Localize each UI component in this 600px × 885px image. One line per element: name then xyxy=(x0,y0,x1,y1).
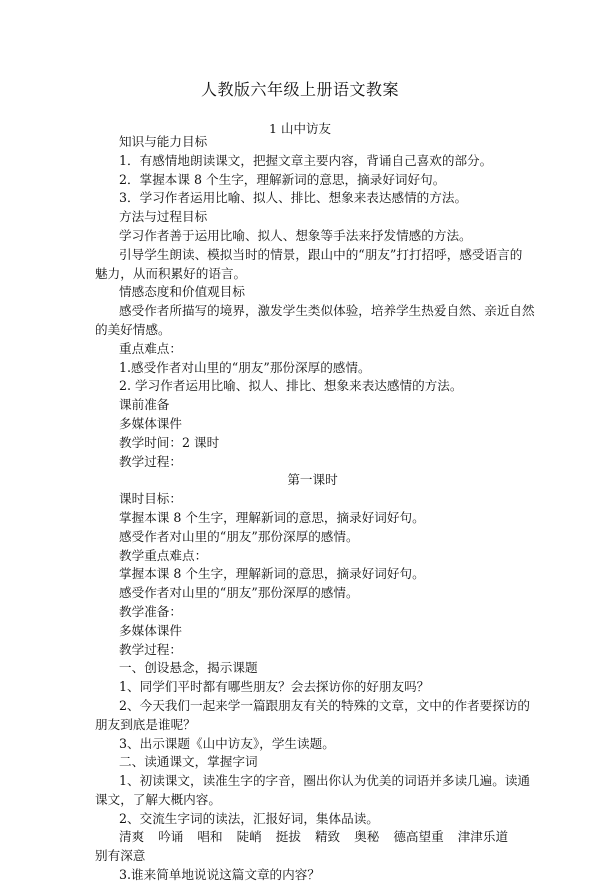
text-line-4: 方法与过程目标 xyxy=(119,209,208,225)
text-line-12: 1.感受作者对山里的“朋友”那份深厚的感情。 xyxy=(119,359,371,375)
text-line-31: 朋友到底是谁呢？ xyxy=(95,716,196,732)
text-line-10: 的美好情感。 xyxy=(95,321,171,337)
text-line-29: 1、同学们平时都有哪些朋友？会去探访你的好朋友吗？ xyxy=(119,679,430,695)
text-line-28: 一、创设悬念，揭示课题 xyxy=(119,660,258,676)
text-line-34: 1、初读课文，读准生字的字音，圈出你认为优美的词语并多读几遍。读通 xyxy=(119,773,531,789)
text-line-11: 重点难点： xyxy=(119,340,182,356)
vocabulary-word: 陡峭 xyxy=(236,829,262,845)
text-line-16: 教学时间：2 课时 xyxy=(119,434,220,450)
text-line-1: 1．有感情地朗读课文，把握文章主要内容，背诵自己喜欢的部分。 xyxy=(119,152,493,168)
text-line-26: 多媒体课件 xyxy=(119,622,182,638)
text-line-24: 感受作者对山里的“朋友”那份深厚的感情。 xyxy=(119,585,359,601)
text-line-19: 课时目标： xyxy=(119,491,182,507)
vocabulary-word: 德高望重 xyxy=(393,829,444,845)
text-line-30: 2、今天我们一起来学一篇跟朋友有关的特殊的文章，文中的作者要探访的 xyxy=(119,697,531,713)
text-line-9: 感受作者所描写的境界，激发学生类似体验，培养学生热爱自然、亲近自然 xyxy=(119,303,535,319)
text-line-27: 教学过程： xyxy=(119,641,182,657)
document-title: 人教版六年级上册语文教案 xyxy=(200,80,399,99)
text-line-2: 2．掌握本课 8 个生字，理解新词的意思，摘录好词好句。 xyxy=(119,171,446,187)
text-line-32: 3、出示课题《山中访友》，学生读题。 xyxy=(119,735,335,751)
vocabulary-word: 唱和 xyxy=(197,829,223,845)
vocabulary-word: 奥秘 xyxy=(354,829,380,845)
vocabulary-word: 吟诵 xyxy=(158,829,184,845)
text-line-23: 掌握本课 8 个生字，理解新词的意思，摘录好词好句。 xyxy=(119,566,425,582)
text-line-21: 感受作者对山里的“朋友”那份深厚的感情。 xyxy=(119,528,359,544)
document-body xyxy=(95,133,535,885)
text-line-15: 多媒体课件 xyxy=(119,415,182,431)
text-line-13: 2. 学习作者运用比喻、拟人、排比、想象来表达感情的方法。 xyxy=(119,378,463,394)
text-line-36: 2、交流生字词的读法，汇报好词，集体品读。 xyxy=(119,810,379,826)
text-line-0: 知识与能力目标 xyxy=(119,134,208,149)
text-line-35: 课文，了解大概内容。 xyxy=(95,791,221,807)
text-line-20: 掌握本课 8 个生字，理解新词的意思，摘录好词好句。 xyxy=(119,509,425,525)
text-line-6: 引导学生朗读、模拟当时的情景，跟山中的“朋友”打打招呼，感受语言的 xyxy=(119,246,523,262)
lesson-title: 1 山中访友 xyxy=(269,121,331,136)
text-line-7: 魅力，从而积累好的语言。 xyxy=(95,265,247,281)
text-line-5: 学习作者善于运用比喻、拟人、想象等手法来抒发情感的方法。 xyxy=(119,227,472,243)
vocabulary-word: 精致 xyxy=(314,829,341,845)
vocabulary-word: 清爽 xyxy=(119,829,145,845)
trailing-line-1: 3.谁来简单地说说这篇文章的内容？ xyxy=(119,867,320,883)
text-line-3: 3．学习作者运用比喻、拟人、排比、想象来表达感情的方法。 xyxy=(119,190,468,206)
text-line-14: 课前准备 xyxy=(119,397,170,413)
trailing-line-0: 别有深意 xyxy=(95,848,146,864)
text-line-25: 教学准备： xyxy=(119,603,182,619)
text-line-33: 二、读通课文，掌握字词 xyxy=(119,754,258,770)
text-line-22: 教学重点难点： xyxy=(119,547,208,563)
vocabulary-word: 津津乐道 xyxy=(457,829,509,845)
vocabulary-row xyxy=(95,828,530,847)
text-line-17: 教学过程： xyxy=(119,453,182,469)
vocabulary-word: 挺拔 xyxy=(275,829,301,845)
text-line-18: 第一课时 xyxy=(287,472,338,488)
text-line-8: 情感态度和价值观目标 xyxy=(119,284,245,300)
